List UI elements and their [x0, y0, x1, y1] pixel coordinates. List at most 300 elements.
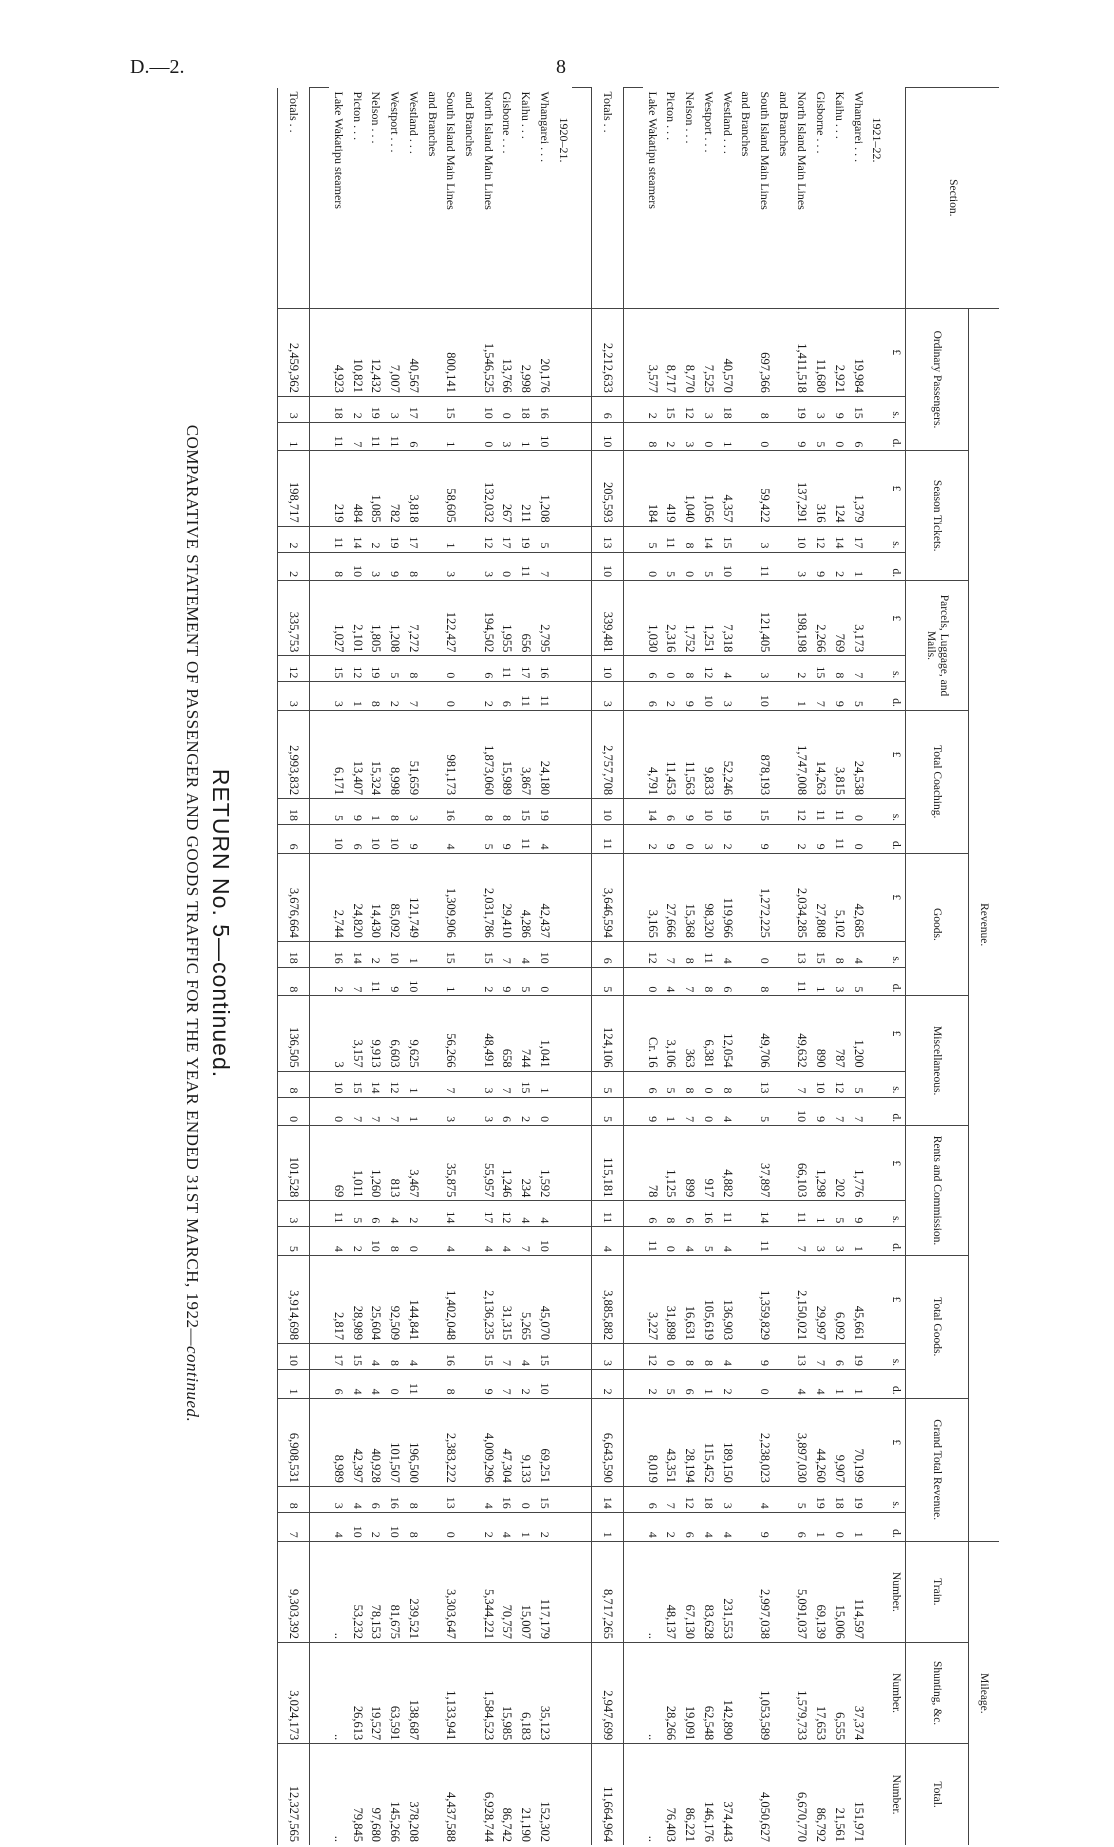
empty-cell	[868, 1512, 887, 1541]
pence-cell: 1	[278, 1370, 310, 1399]
pounds-cell: 59,422	[755, 451, 774, 526]
pounds-cell: 15,368	[680, 853, 699, 941]
empty-cell	[310, 1126, 329, 1201]
pence-cell: 6	[348, 825, 367, 854]
pence-cell: 9	[404, 825, 423, 854]
shillings-cell: 19	[849, 1486, 868, 1512]
pence-cell: 10	[592, 552, 624, 581]
pounds-cell: 11,680	[811, 308, 830, 396]
section-cell	[811, 88, 830, 309]
pence-cell: 4	[662, 967, 681, 996]
pounds-cell: 2,993,832	[278, 710, 310, 798]
table-row	[830, 88, 849, 1846]
pence-cell: 11	[643, 1227, 662, 1256]
empty-cell	[624, 853, 643, 941]
pence-cell: 0	[385, 1370, 404, 1399]
pounds-cell: 10,821	[348, 308, 367, 396]
shilling-unit: s.	[886, 1344, 905, 1370]
shillings-cell: 11	[329, 1201, 348, 1227]
leader-dots: . .	[287, 123, 302, 133]
pounds-cell: 136,505	[278, 996, 310, 1071]
pence-cell: 0	[535, 1097, 554, 1126]
pence-cell: 7	[404, 682, 423, 711]
pence-cell: 8	[385, 1227, 404, 1256]
pounds-cell: 1,747,008	[793, 710, 812, 798]
shillings-cell: 11	[329, 526, 348, 552]
empty-cell	[774, 1227, 793, 1256]
mileage-cell: 76,403	[662, 1744, 681, 1845]
pounds-cell: 9,625	[404, 996, 423, 1071]
shillings-cell: 14	[830, 526, 849, 552]
pounds-cell: 4,357	[718, 451, 737, 526]
pence-cell: 11	[830, 825, 849, 854]
total-coaching-header: Total Coaching.	[906, 710, 969, 853]
pounds-cell: 267	[498, 451, 517, 526]
pence-unit: d.	[886, 1512, 905, 1541]
pence-cell: 6	[643, 682, 662, 711]
shillings-cell: 6	[592, 396, 624, 422]
mileage-cell: 15,985	[498, 1642, 517, 1743]
pounds-cell: 1,402,048	[441, 1255, 460, 1343]
shillings-cell: 13	[793, 1344, 812, 1370]
empty-cell	[624, 710, 643, 798]
pence-cell: 4	[592, 1227, 624, 1256]
unit-row	[886, 88, 905, 1846]
empty-cell	[310, 799, 329, 825]
shillings-cell: 3	[592, 1344, 624, 1370]
pence-cell: 3	[441, 1097, 460, 1126]
shillings-cell: 16	[699, 1201, 718, 1227]
pounds-cell: 3,676,664	[278, 853, 310, 941]
shillings-cell: 6	[680, 1201, 699, 1227]
mileage-cell: 12,327,565	[278, 1744, 310, 1845]
pounds-cell: 800,141	[441, 308, 460, 396]
pounds-cell: 484	[348, 451, 367, 526]
section-name: Whangarei	[537, 91, 552, 145]
empty-cell	[868, 1097, 887, 1126]
mileage-cell: 2,997,038	[755, 1541, 774, 1642]
pounds-cell: 3,818	[404, 451, 423, 526]
empty-cell	[423, 422, 442, 451]
empty-cell	[624, 941, 643, 967]
empty-cell	[736, 1744, 755, 1845]
pence-cell: 0	[498, 552, 517, 581]
empty-cell	[554, 1255, 573, 1343]
empty-cell	[868, 1642, 887, 1743]
shillings-cell: 12	[479, 526, 498, 552]
empty-cell	[460, 1370, 479, 1399]
pence-cell: 2	[662, 1512, 681, 1541]
shillings-cell: 15	[718, 526, 737, 552]
pence-cell: 9	[811, 1097, 830, 1126]
pounds-cell: 2,316	[662, 581, 681, 656]
revenue-header: Revenue.	[969, 308, 1000, 1541]
empty-cell	[572, 1642, 591, 1743]
pence-cell: 1	[592, 1512, 624, 1541]
pound-unit: £	[886, 710, 905, 798]
pounds-cell: 52,246	[718, 710, 737, 798]
shillings-cell: 8	[662, 1201, 681, 1227]
pounds-cell: 2,212,633	[592, 308, 624, 396]
empty-cell	[774, 1398, 793, 1486]
empty-cell	[554, 1486, 573, 1512]
shillings-cell: 3	[811, 396, 830, 422]
pounds-cell: 137,291	[793, 451, 812, 526]
pence-cell: 9	[498, 967, 517, 996]
shillings-cell: 2	[793, 656, 812, 682]
pence-cell: 1	[516, 422, 535, 451]
pounds-cell: 2,136,235	[479, 1255, 498, 1343]
empty-cell	[774, 422, 793, 451]
empty-cell	[460, 799, 479, 825]
empty-cell	[310, 581, 329, 656]
shillings-cell: 8	[479, 799, 498, 825]
pounds-cell: 49,632	[793, 996, 812, 1071]
pence-cell: 0	[643, 967, 662, 996]
empty-cell	[423, 710, 442, 798]
pounds-cell: 25,604	[367, 1255, 386, 1343]
leader-dots: . . .	[664, 125, 679, 141]
empty-cell	[554, 1344, 573, 1370]
pence-cell: 11	[329, 422, 348, 451]
pounds-cell: 744	[516, 996, 535, 1071]
pence-cell: 2	[516, 1097, 535, 1126]
pounds-cell: 78	[643, 1126, 662, 1201]
empty-cell	[554, 1642, 573, 1743]
mileage-cell: ..	[643, 1744, 662, 1845]
mileage-cell: 19,527	[367, 1642, 386, 1743]
section-name: North Island Main Lines	[795, 91, 810, 210]
mileage-cell: 21,190	[516, 1744, 535, 1845]
shillings-cell: 8	[830, 656, 849, 682]
pounds-cell: 7,525	[699, 308, 718, 396]
empty-cell	[310, 1344, 329, 1370]
pounds-cell: 27,808	[811, 853, 830, 941]
empty-cell	[554, 825, 573, 854]
pence-unit: d.	[886, 1370, 905, 1399]
empty-cell	[572, 1370, 591, 1399]
pence-cell: 6	[404, 422, 423, 451]
pence-cell: 1	[849, 552, 868, 581]
pence-cell: 1	[849, 1512, 868, 1541]
pence-unit: d.	[886, 1227, 905, 1256]
empty-cell	[624, 1097, 643, 1126]
empty-cell	[868, 656, 887, 682]
empty-cell	[423, 682, 442, 711]
shillings-cell: 0	[441, 656, 460, 682]
pence-cell: 3	[680, 422, 699, 451]
section-name: Nelson	[683, 91, 698, 126]
shillings-cell: 17	[329, 1344, 348, 1370]
pounds-cell: 5,102	[830, 853, 849, 941]
shilling-unit: s.	[886, 396, 905, 422]
empty-cell	[460, 853, 479, 941]
mileage-cell: ..	[329, 1642, 348, 1743]
pence-cell: 11	[793, 967, 812, 996]
pence-cell: 4	[348, 1370, 367, 1399]
shillings-cell: 4	[755, 1486, 774, 1512]
shillings-cell: 1	[441, 526, 460, 552]
pounds-cell: 51,659	[404, 710, 423, 798]
pounds-cell: 3,106	[662, 996, 681, 1071]
shillings-cell: 3	[329, 1486, 348, 1512]
pounds-cell: 2,031,786	[479, 853, 498, 941]
shillings-cell: 3	[404, 799, 423, 825]
empty-cell	[624, 1512, 643, 1541]
shillings-cell: 15	[811, 656, 830, 682]
pounds-cell: 66,103	[793, 1126, 812, 1201]
empty-cell	[310, 422, 329, 451]
shillings-cell: 15	[441, 396, 460, 422]
mileage-cell: 53,232	[348, 1541, 367, 1642]
shillings-cell: 10	[592, 656, 624, 682]
pounds-cell: 205,593	[592, 451, 624, 526]
empty-cell	[774, 308, 793, 396]
pounds-cell: 27,666	[662, 853, 681, 941]
empty-cell	[423, 1097, 442, 1126]
pounds-cell: 85,092	[385, 853, 404, 941]
shillings-cell: 7	[498, 1071, 517, 1097]
mileage-cell: 239,521	[404, 1541, 423, 1642]
pence-cell: 4	[441, 825, 460, 854]
shillings-cell: 13	[592, 526, 624, 552]
shillings-cell: 10	[535, 941, 554, 967]
table-row	[699, 88, 718, 1846]
pounds-cell: 1,030	[643, 581, 662, 656]
table-row	[516, 88, 535, 1846]
empty-cell	[868, 1071, 887, 1097]
pence-cell: 9	[498, 825, 517, 854]
empty-cell	[572, 1486, 591, 1512]
shillings-cell: 17	[404, 526, 423, 552]
empty-cell	[423, 941, 442, 967]
shillings-cell: 10	[329, 1071, 348, 1097]
pence-cell: 4	[367, 1370, 386, 1399]
pence-cell: 2	[278, 552, 310, 581]
section-name: Gisborne	[500, 91, 515, 136]
section-name: Totals	[287, 91, 302, 121]
mileage-cell: ..	[329, 1744, 348, 1845]
section-name: South Island Main Lines	[758, 91, 773, 210]
pence-cell: 5	[699, 552, 718, 581]
shillings-cell: 4	[718, 656, 737, 682]
train-header: Train.	[906, 1541, 969, 1642]
pounds-cell: 1,955	[498, 581, 517, 656]
pounds-cell: 1,411,518	[793, 308, 812, 396]
pounds-cell: 28,194	[680, 1398, 699, 1486]
pence-cell: 8	[755, 967, 774, 996]
leader-dots: . . .	[369, 128, 384, 144]
shillings-cell: 5	[662, 1071, 681, 1097]
empty-cell	[554, 656, 573, 682]
empty-cell	[310, 656, 329, 682]
empty-cell	[310, 1642, 329, 1743]
mileage-cell: 151,971	[849, 1744, 868, 1845]
shillings-cell: 2	[643, 396, 662, 422]
mileage-cell: 15,007	[516, 1541, 535, 1642]
shillings-cell: 5	[385, 656, 404, 682]
pence-cell: 9	[811, 552, 830, 581]
pence-cell: 2	[592, 1370, 624, 1399]
mileage-cell: 1,584,523	[479, 1642, 498, 1743]
empty-cell	[554, 941, 573, 967]
empty-cell	[460, 396, 479, 422]
shillings-cell: 4	[718, 941, 737, 967]
empty-cell	[868, 526, 887, 552]
pence-cell: 1	[441, 967, 460, 996]
shillings-cell: 19	[367, 396, 386, 422]
empty-cell	[554, 552, 573, 581]
empty-cell	[624, 967, 643, 996]
shillings-cell: 4	[516, 1201, 535, 1227]
empty-cell	[736, 941, 755, 967]
table-row	[793, 88, 812, 1846]
shillings-cell: 5	[535, 526, 554, 552]
pence-cell: 1	[516, 1512, 535, 1541]
section-cell	[460, 88, 479, 309]
pound-unit: £	[886, 581, 905, 656]
empty-cell	[554, 396, 573, 422]
pence-cell: 0	[830, 422, 849, 451]
pence-cell: 2	[329, 967, 348, 996]
pence-cell: 6	[329, 1370, 348, 1399]
shillings-cell: 7	[662, 1486, 681, 1512]
pounds-cell: 69,251	[535, 1398, 554, 1486]
empty-cell	[624, 799, 643, 825]
pounds-cell: 2,266	[811, 581, 830, 656]
empty-cell	[460, 422, 479, 451]
pounds-cell: 1,056	[699, 451, 718, 526]
pounds-cell: 132,032	[479, 451, 498, 526]
mileage-cell: 67,130	[680, 1541, 699, 1642]
pence-cell: 0	[680, 552, 699, 581]
totals-row	[592, 88, 624, 1846]
section-cell	[793, 88, 812, 309]
shilling-unit: s.	[886, 941, 905, 967]
pence-cell: 5	[849, 682, 868, 711]
empty-cell	[572, 1541, 591, 1642]
shillings-cell: 15	[479, 1344, 498, 1370]
shillings-cell: 8	[680, 1071, 699, 1097]
number-unit: Number.	[886, 1744, 905, 1845]
empty-cell	[774, 1486, 793, 1512]
shilling-unit: s.	[886, 1201, 905, 1227]
shillings-cell: 12	[643, 941, 662, 967]
pounds-cell: 13,766	[498, 308, 517, 396]
pounds-cell: 9,833	[699, 710, 718, 798]
empty-cell	[624, 1255, 643, 1343]
pence-cell: 4	[793, 1370, 812, 1399]
pence-cell: 10	[535, 1227, 554, 1256]
shillings-cell: 4	[479, 1486, 498, 1512]
empty-cell	[868, 853, 887, 941]
empty-cell	[624, 552, 643, 581]
pound-unit: £	[886, 996, 905, 1071]
empty-cell	[736, 825, 755, 854]
empty-cell	[554, 451, 573, 526]
shillings-cell: 8	[404, 656, 423, 682]
empty-cell	[310, 1227, 329, 1256]
shillings-cell: 0	[498, 396, 517, 422]
section-name: Westland	[720, 91, 735, 136]
pence-cell: 6	[498, 682, 517, 711]
leader-dots: . . .	[537, 147, 552, 163]
pence-unit: d.	[886, 552, 905, 581]
shillings-cell: 3	[278, 396, 310, 422]
empty-cell	[736, 799, 755, 825]
pounds-cell: 24,538	[849, 710, 868, 798]
section-name: Lake Wakatipu steamers	[331, 91, 346, 209]
pence-cell: 1	[793, 682, 812, 711]
shillings-cell: 9	[755, 1344, 774, 1370]
empty-cell	[624, 526, 643, 552]
shillings-cell: 17	[479, 1201, 498, 1227]
shillings-cell: 11	[811, 799, 830, 825]
empty-cell	[572, 1398, 591, 1486]
pounds-cell: 8,717	[662, 308, 681, 396]
pounds-cell: 981,173	[441, 710, 460, 798]
empty-cell	[572, 1744, 591, 1845]
shillings-cell: 18	[699, 1486, 718, 1512]
shillings-cell: 3	[718, 1486, 737, 1512]
empty-cell	[736, 581, 755, 656]
empty-cell	[460, 526, 479, 552]
section-cell	[423, 88, 442, 309]
mileage-cell: 6,670,770	[793, 1744, 812, 1845]
empty-cell	[868, 451, 887, 526]
empty-cell	[736, 1344, 755, 1370]
pounds-cell: 196,500	[404, 1398, 423, 1486]
empty-cell	[460, 1227, 479, 1256]
pence-cell: 9	[811, 825, 830, 854]
section-name: Whangarei	[851, 91, 866, 145]
pounds-cell: 1,752	[680, 581, 699, 656]
empty-cell	[554, 526, 573, 552]
shillings-cell: 19	[718, 799, 737, 825]
empty-cell	[554, 1126, 573, 1201]
shillings-cell: 15	[516, 1071, 535, 1097]
table-row	[811, 88, 830, 1846]
shillings-cell: 4	[404, 1344, 423, 1370]
empty-cell	[624, 1344, 643, 1370]
pounds-cell: 11,453	[662, 710, 681, 798]
pounds-cell: 14,430	[367, 853, 386, 941]
section-name: and Branches	[425, 91, 440, 157]
shillings-cell: 6	[479, 656, 498, 682]
pounds-cell: 6,171	[329, 710, 348, 798]
pence-cell: 0	[278, 1097, 310, 1126]
mileage-cell: ..	[643, 1541, 662, 1642]
pence-cell: 5	[662, 1370, 681, 1399]
leader-dots: . . .	[350, 125, 365, 141]
pence-cell: 4	[811, 1370, 830, 1399]
table-row	[755, 88, 774, 1846]
leader-dots: . . .	[851, 147, 866, 163]
pounds-cell: 6,643,590	[592, 1398, 624, 1486]
pounds-cell: 6,603	[385, 996, 404, 1071]
empty-cell	[572, 581, 591, 656]
pence-cell: 10	[755, 682, 774, 711]
shillings-cell: 18	[329, 396, 348, 422]
pence-cell: 0	[329, 1097, 348, 1126]
shillings-cell: 11	[718, 1201, 737, 1227]
pounds-cell: 8,019	[643, 1398, 662, 1486]
pence-cell: 2	[479, 682, 498, 711]
pence-cell: 1	[811, 967, 830, 996]
shillings-cell: 9	[348, 799, 367, 825]
empty-cell	[460, 1744, 479, 1845]
pence-cell: 4	[329, 1227, 348, 1256]
